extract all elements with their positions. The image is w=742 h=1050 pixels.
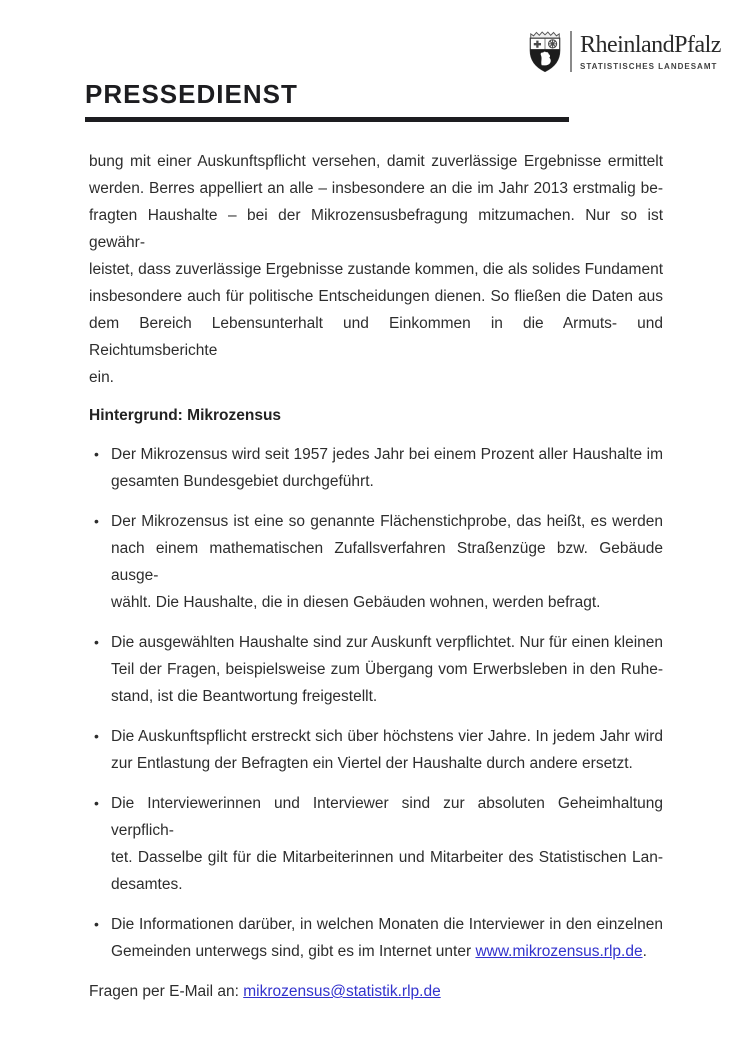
bullet-line: Die ausgewählten Haushalte sind zur Auskunft verpflichtet. Nur für einen kleinen xyxy=(111,634,663,651)
logo-subtitle: STATISTISCHES LANDESAMT xyxy=(580,62,718,71)
paragraph-line: werden. Berres appelliert an alle – insbesondere an die im Jahr 2013 erstmalig be- xyxy=(89,180,663,197)
sentence-period: . xyxy=(642,943,647,960)
bullet-line xyxy=(111,938,663,965)
paragraph-line: bung mit einer Auskunftspflicht versehen, damit zuverlässige Ergebnisse ermittelt xyxy=(89,153,663,170)
bullet-icon: • xyxy=(94,728,99,744)
list-item xyxy=(89,723,663,777)
bullet-icon: • xyxy=(94,513,99,529)
bullet-icon: • xyxy=(94,446,99,462)
bullet-line: Der Mikrozensus ist eine so genannte Flächenstichprobe, das heißt, es werden xyxy=(111,513,663,530)
bullet-line: Die Informationen darüber, in welchen Monaten die Interviewer in den einzelnen xyxy=(111,916,663,933)
contact-line xyxy=(89,978,663,1005)
logo-rheinland-pfalz xyxy=(526,30,721,73)
bullet-line: Teil der Fragen, beispielsweise zum Übergang vom Erwerbsleben in den Ruhe- xyxy=(111,661,663,678)
bullet-line: Der Mikrozensus wird seit 1957 jedes Jahr bei einem Prozent aller Haushalte im xyxy=(111,446,663,463)
page-title: PRESSEDIENST xyxy=(85,79,298,109)
list-item xyxy=(89,911,663,965)
logo-wordmark: RheinlandPfalz xyxy=(580,32,721,58)
contact-label: Fragen per E-Mail an: xyxy=(89,983,244,1000)
email-link[interactable]: mikrozensus@statistik.rlp.de xyxy=(243,983,441,1000)
bullet-line: desamtes. xyxy=(111,876,183,893)
document-body xyxy=(89,148,663,1005)
bullet-line: gesamten Bundesgebiet durchgeführt. xyxy=(111,473,374,490)
bullet-icon: • xyxy=(94,795,99,811)
paragraph-line: insbesondere auch für politische Entscheidungen dienen. So fließen die Daten aus xyxy=(89,288,663,305)
bullet-line: stand, ist die Beantwortung freigestellt. xyxy=(111,688,378,705)
bullet-line: Die Auskunftspflicht erstreckt sich über höchstens vier Jahre. In jedem Jahr wird xyxy=(111,728,663,745)
bullet-list xyxy=(89,441,663,965)
logo-divider xyxy=(570,31,572,72)
list-item xyxy=(89,629,663,710)
list-item xyxy=(89,441,663,495)
mikrozensus-website-link[interactable]: www.mikrozensus.rlp.de xyxy=(475,943,643,960)
bullet-line: nach einem mathematischen Zufallsverfahren Straßenzüge bzw. Gebäude ausge- xyxy=(111,540,663,584)
section-heading: Hintergrund: Mikrozensus xyxy=(89,407,282,424)
paragraph-line: fragten Haushalte – bei der Mikrozensusbefragung mitzumachen. Nur so ist gewähr- xyxy=(89,207,663,251)
bullet-line: Die Interviewerinnen und Interviewer sind zur absoluten Geheimhaltung verpflich- xyxy=(111,795,663,839)
coat-of-arms-icon xyxy=(526,30,564,73)
intro-paragraph xyxy=(89,148,663,391)
paragraph-line: dem Bereich Lebensunterhalt und Einkommen in die Armuts- und Reichtumsberichte xyxy=(89,315,663,359)
paragraph-line: leistet, dass zuverlässige Ergebnisse zustande kommen, die als solides Fundament xyxy=(89,261,663,278)
paragraph-line: ein. xyxy=(89,369,114,386)
logo-text xyxy=(580,30,721,71)
bullet-icon: • xyxy=(94,916,99,932)
list-item xyxy=(89,508,663,616)
title-rule xyxy=(85,117,569,122)
list-item xyxy=(89,790,663,898)
bullet-line: zur Entlastung der Befragten ein Viertel der Haushalte durch andere ersetzt. xyxy=(111,755,633,772)
bullet-line: wählt. Die Haushalte, die in diesen Gebäuden wohnen, werden befragt. xyxy=(111,594,601,611)
bullet-line: tet. Dasselbe gilt für die Mitarbeiterinnen und Mitarbeiter des Statistischen Lan- xyxy=(111,849,663,866)
bullet-line-text: Gemeinden unterwegs sind, gibt es im Internet unter xyxy=(111,943,476,960)
bullet-icon: • xyxy=(94,634,99,650)
